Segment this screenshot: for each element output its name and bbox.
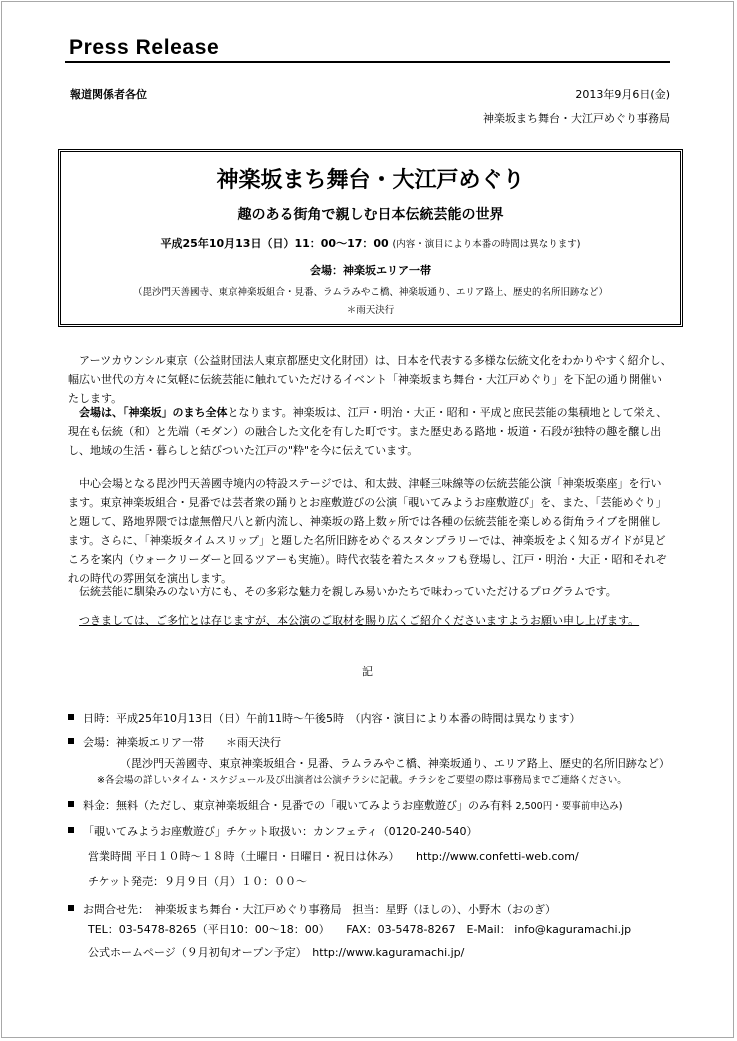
event-datetime-note: (内容・演目により本番の時間は異なります) (392, 239, 581, 250)
detail-fee-text: 料金：無料（ただし、東京神楽坂組合・見番での「覗いてみようお座敷遊び」のみ有料 (83, 799, 512, 812)
bullet-square-icon (68, 905, 74, 911)
event-rain-note: ＊雨天決行 (346, 305, 395, 316)
detail-venue-text: 会場：神楽坂エリア一帯 ＊雨天決行 (83, 736, 281, 749)
ki-marker: 記 (362, 665, 373, 678)
detail-datetime-text: 日時：平成25年10月13日（日）午前11時～午後5時 （内容・演目により本番の時間は異なります） (83, 712, 581, 725)
recipients: 報道関係者各位 (70, 88, 147, 101)
body-paragraph-3: 中心会場となる毘沙門天善國寺境内の特設ステージでは、和太鼓、津軽三味線等の伝統芸能公演「神楽坂楽座」を行います。東京神楽坂組合・見番では芸者衆の踊りとお座敷遊びの公演「覗いてみようお座敷遊び」を、また、「芸能めぐり」と題して、路地界隈では虚無僧尺八と新内流し、神楽坂の路上数ヶ所では各種の伝統芸能を楽しめる街角ライブを開催します。さらに、「神楽坂タイムスリップ」と題した名所旧跡をめぐるスタンプラリーでは、神楽坂をよく知るガイドが見どころを案内（ウォークリーダーと回るツアーも実施）。時代衣装を着たスタッフも登場し、江戸・明治・大正・昭和それぞれの時代の雰囲気を演出します。 (68, 477, 667, 585)
bullet-square-icon (68, 714, 74, 720)
detail-sale: チケット発売：９月９日（月）１０：００～ (88, 875, 308, 888)
event-venue: 会場：神楽坂エリア一帯 (310, 264, 431, 277)
issuer: 神楽坂まち舞台・大江戸めぐり事務局 (483, 112, 670, 125)
event-datetime (61, 237, 680, 252)
event-datetime-value: 平成25年10月13日（日）11：00～17：00 (160, 237, 389, 250)
detail-fee-amount: 2,500円・要事前申込み) (515, 801, 623, 812)
body-paragraph-1: アーツカウンシル東京（公益財団法人東京都歴史文化財団）は、日本を代表する多様な伝統文化をわかりやすく紹介し、幅広い世代の方々に気軽に伝統芸能に触れていただけるイベント「神楽坂まち舞台・大江戸めぐり」を下記の通り開催いたします。 (68, 354, 672, 405)
body-paragraph-5: つきましては、ご多忙とは存じますが、本公演のご取材を賜り広くご紹介くださいますようお願い申し上げます。 (79, 614, 640, 627)
event-venue-detail: （毘沙門天善國寺、東京神楽坂組合・見番、ラムラみやこ橋、神楽坂通り、エリア路上、歴史的名所旧跡など） (133, 287, 608, 298)
bullet-square-icon (68, 738, 74, 744)
press-release-title: Press Release (69, 36, 220, 59)
detail-venue-note: ※各会場の詳しいタイム・スケジュール及び出演者は公演チラシに記載。チラシをご要望の際は事務局までご連絡ください。 (97, 775, 627, 786)
detail-venue-detail: （毘沙門天善國寺、東京神楽坂組合・見番、ラムラみやこ橋、神楽坂通り、エリア路上、歴史的名所旧跡など） (120, 757, 670, 770)
detail-contact-text: お問合せ先： 神楽坂まち舞台・大江戸めぐり事務局 担当：星野（ほしの）、小野木（おのぎ） (83, 903, 556, 916)
detail-datetime (68, 711, 580, 726)
detail-venue (68, 735, 281, 750)
body-paragraph-4: 伝統芸能に馴染みのない方にも、その多彩な魅力を親しみ易いかたちで味わっていただけるプログラムです。 (79, 585, 617, 598)
event-summary-box (58, 149, 683, 327)
confetti-url[interactable]: http://www.confetti-web.com/ (416, 850, 579, 863)
detail-fee (68, 798, 622, 814)
detail-tel: TEL：03-5478-8265（平日10：00～18：00） FAX：03-5478-8267 E-Mail： info@kaguramachi.jp (88, 923, 632, 936)
event-title: 神楽坂まち舞台・大江戸めぐり (216, 168, 525, 193)
bullet-square-icon (68, 827, 74, 833)
detail-hours-text: 営業時間 平日１０時～１８時（土曜日・日曜日・祝日は休み） (88, 850, 394, 863)
body-paragraph-2 (68, 403, 672, 460)
detail-contact (68, 902, 556, 917)
event-subtitle: 趣のある街角で親しむ日本伝統芸能の世界 (237, 207, 504, 223)
detail-web: 公式ホームページ（９月初旬オープン予定） http://www.kaguramachi.jp/ (88, 946, 465, 959)
title-rule (65, 61, 670, 63)
bullet-square-icon (68, 801, 74, 807)
detail-ticket (68, 824, 478, 839)
release-date: 2013年9月6日(金) (575, 88, 670, 101)
body-paragraph-2-lead: 会場は、「神楽坂」のまち全体 (79, 406, 228, 419)
body-paragraph-2-rest: となります。神楽坂は、江戸・明治・大正・昭和・平成と庶民芸能の集積地として栄え、現在も伝統（和）と先端（モダン）の融合した文化を有した町です。また歴史ある路地・坂道・石段が独特の趣を醸し出し、地域の生活・暮らしと結びついた江戸の"粋"を今に伝えています。 (68, 406, 668, 457)
detail-hours (88, 849, 579, 864)
detail-ticket-text: 「覗いてみようお座敷遊び」チケット取扱い：カンフェティ（0120-240-540） (83, 825, 478, 838)
